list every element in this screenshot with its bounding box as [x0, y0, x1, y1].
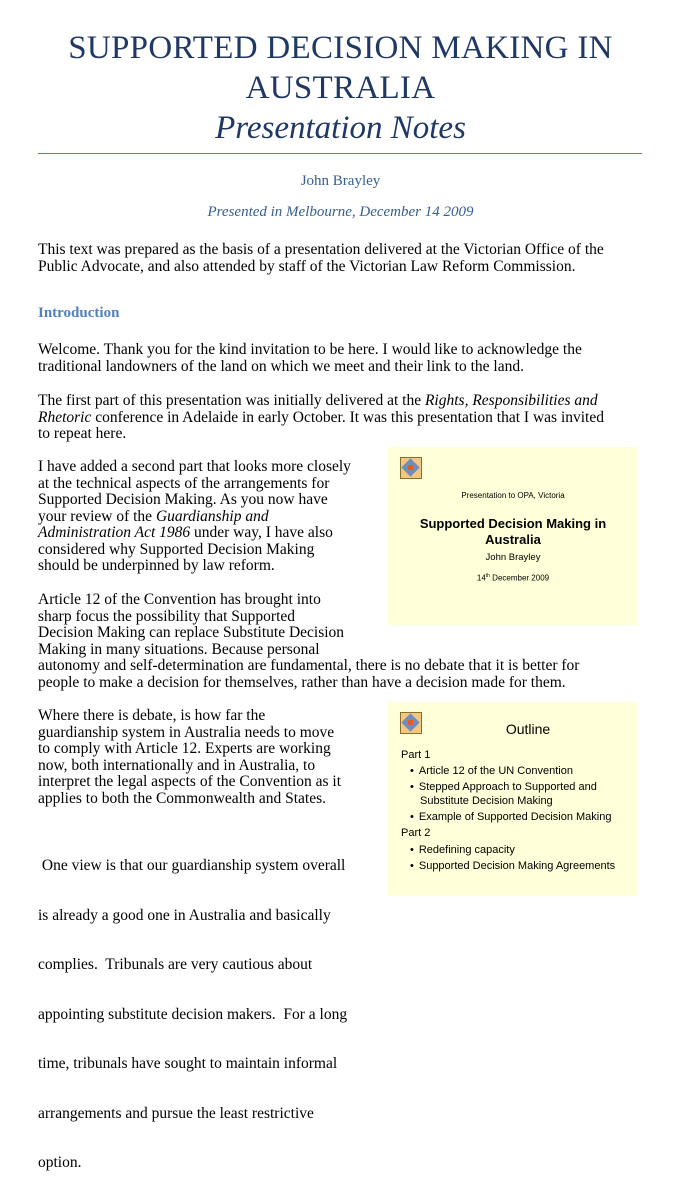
document-subtitle: Presentation Notes — [215, 110, 466, 146]
slide2-bullet: • Supported Decision Making Agreements — [410, 860, 616, 872]
slide2-bullet: • Example of Supported Decision Making — [410, 811, 612, 823]
presentation-logo-icon — [400, 712, 422, 734]
slide1-title: Supported Decision Making in Australia — [419, 516, 607, 547]
intro-paragraph: This text was prepared as the basis of a presentation delivered at the Victorian Office of the Public Advocate, and also attended by staff of the Victorian Law Reform Commission. — [38, 241, 604, 275]
slide2-part1: Part 1 — [401, 749, 431, 761]
presentation-logo-icon — [400, 457, 422, 479]
welcome-paragraph: Welcome. Thank you for the kind invitation to be here. I would like to acknowledge the traditional landowners of the land on which we meet and their link to the land. — [38, 341, 582, 375]
slide1-author: John Brayley — [485, 552, 541, 563]
title-divider — [38, 153, 642, 154]
slide2-title: Outline — [505, 721, 551, 737]
debate-paragraph: Where there is debate, is how far the guardianship system in Australia needs to move to comply with Article 12. Experts are working now, both internationally and in Australia, to interpret the legal aspects of the Convention as it applies to both the Commonwealth and States. — [38, 707, 342, 807]
slide2-bullet: • Article 12 of the UN Convention — [410, 765, 573, 777]
author-name: John Brayley — [300, 173, 381, 189]
presented-line: Presented in Melbourne, December 14 2009 — [207, 204, 474, 220]
document-title-line2: AUSTRALIA — [245, 70, 436, 106]
slide2-bullet-continuation: Substitute Decision Making — [420, 795, 553, 807]
one-view-paragraph: One view is that our guardianship system overall is already a good one in Australia and basically complies. Tribunals are very cautious about appointing substitute decision makers. For a long time, tribunals have sought to maintain informal arrangements and pursue the least restrictive option. — [38, 857, 348, 1171]
article12-paragraph: Article 12 of the Convention has brought into sharp focus the possibility that Supported Decision Making can replace Substitute Decision Making in many situations. Because personal autonomy and self-determination are fundamental, there is no debate that it is better for people to make a decision for themselves, rather than have a decision made for them. — [38, 591, 580, 691]
slide2-bullet: • Stepped Approach to Supported and — [410, 781, 597, 793]
slide-outline-thumbnail — [388, 702, 638, 896]
section-heading-introduction: Introduction — [38, 305, 120, 321]
first-part-paragraph: The first part of this presentation was initially delivered at the Rights, Responsibilities and Rhetoric conference in Adelaide in early October. It was this presentation that I was invited to repeat here. — [38, 392, 604, 442]
document-title-line1: SUPPORTED DECISION MAKING IN — [68, 30, 613, 66]
second-part-paragraph: I have added a second part that looks more closely at the technical aspects of the arrangements for Supported Decision Making. As you now have your review of the Guardianship and Administration Act 1986 under way, I have also considered why Supported Decision Making should be underpinned by law reform. — [38, 458, 351, 574]
slide1-subtitle: Presentation to OPA, Victoria — [461, 491, 565, 500]
slide1-date: 14th December 2009 — [476, 573, 550, 583]
slide2-bullet: • Redefining capacity — [410, 844, 515, 856]
slide2-part2: Part 2 — [401, 827, 431, 839]
slide-title-thumbnail — [388, 447, 638, 625]
